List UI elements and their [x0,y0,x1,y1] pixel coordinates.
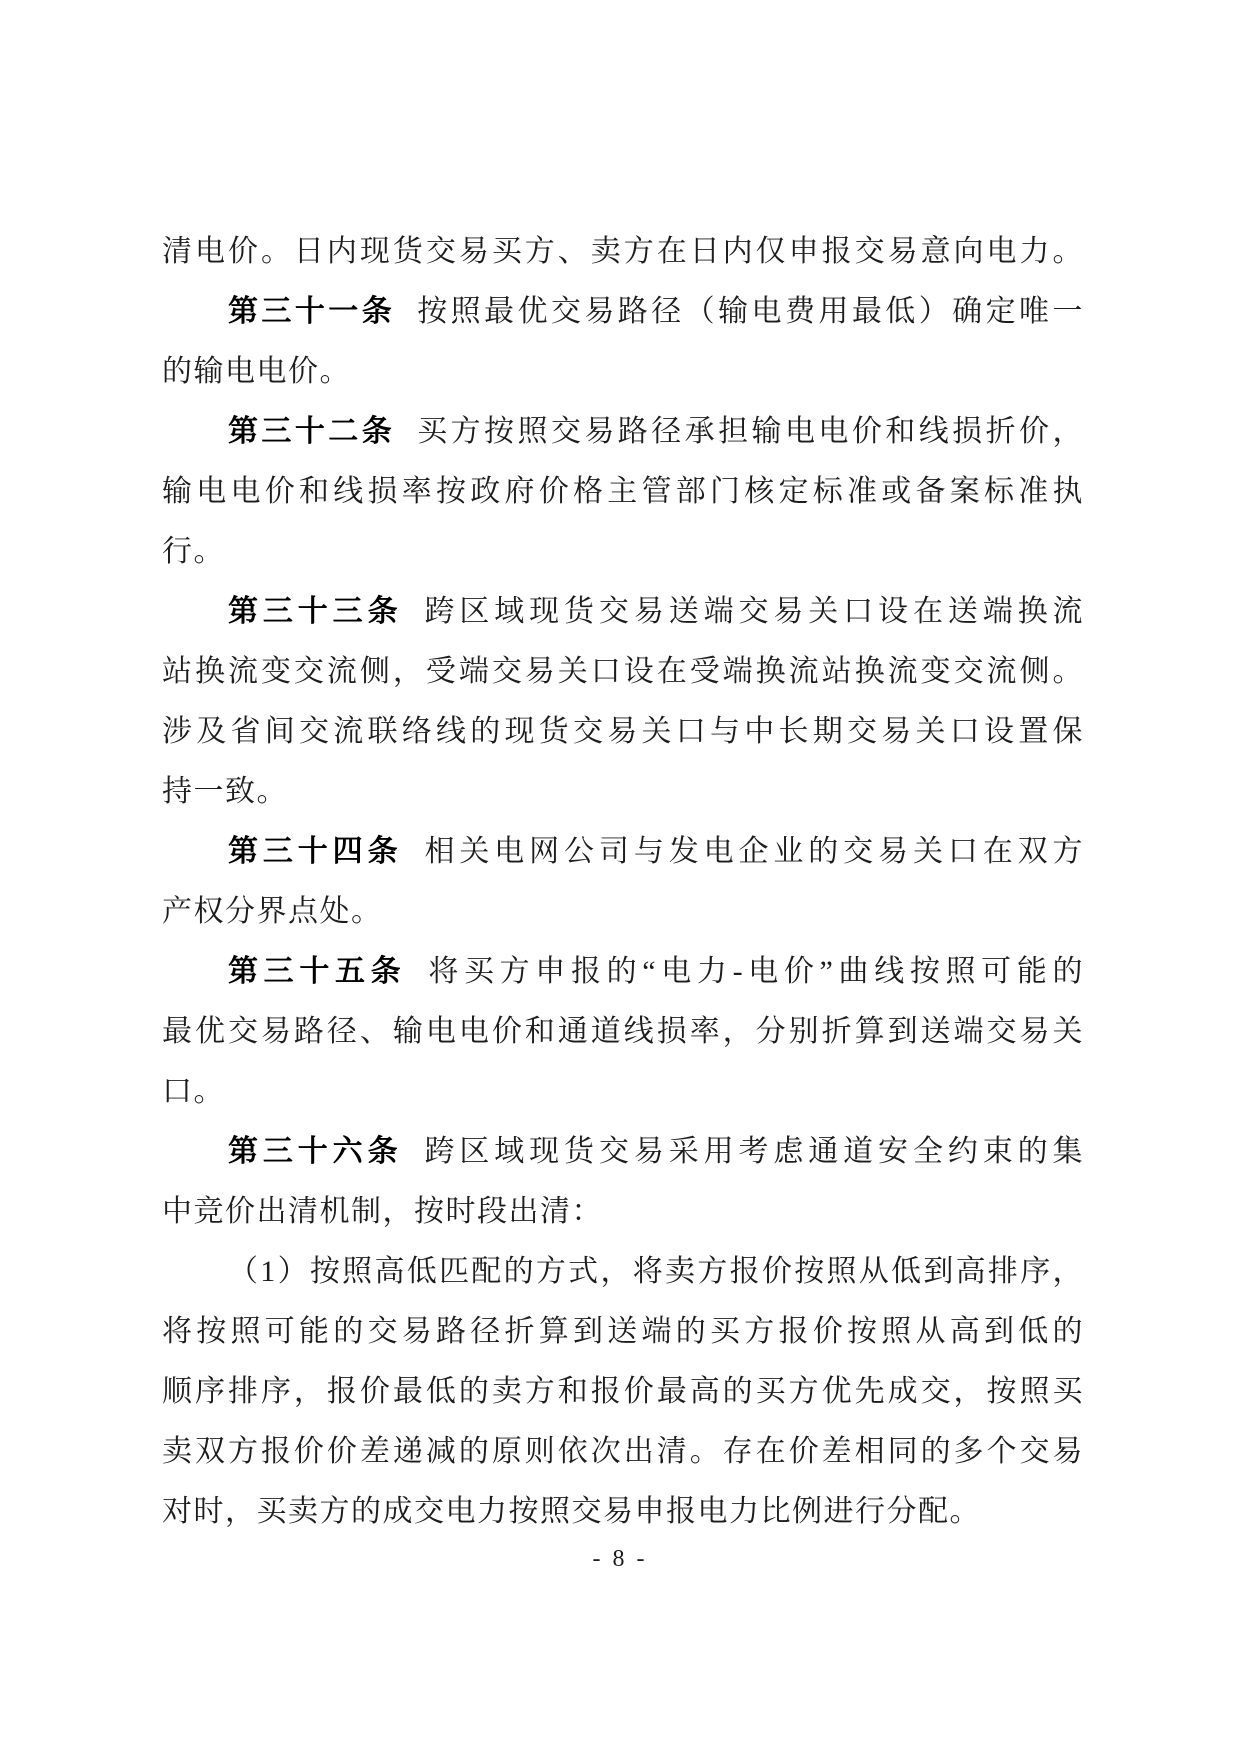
line-text: 相关电网公司与发电企业的交易关口在双方 [424,835,1085,868]
text-line: 中竞价出清机制，按时段出清： [162,1195,603,1228]
line-text: 将买方申报的“电力-电价”曲线按照可能的 [428,955,1085,988]
text-line: 将按照可能的交易路径折算到送端的买方报价按照从高到低的 [162,1315,1084,1348]
document-body [162,222,1084,1542]
text-line [162,822,1084,882]
text-line: 最优交易路径、输电电价和通道线损率，分别折算到送端交易关 [162,1015,1084,1048]
text-line: 清电价。日内现货交易买方、卖方在日内仅申报交易意向电力。 [162,235,1084,268]
text-line [162,942,1084,1002]
text-line: 行。 [162,535,225,568]
text-line: 产权分界点处。 [162,895,383,928]
text-line [162,582,1084,642]
article-number: 第三十五条 [228,955,407,988]
text-line [162,1122,1084,1182]
text-line: 卖双方报价价差递减的原则依次出清。存在价差相同的多个交易 [162,1435,1084,1468]
text-line: 口。 [162,1075,225,1108]
text-line: （1）按照高低匹配的方式，将卖方报价按照从低到高排序， [228,1255,1084,1288]
line-text: 跨区域现货交易采用考虑通道安全约束的集 [424,1135,1085,1168]
article-number: 第三十二条 [228,415,396,448]
article-number: 第三十六条 [228,1135,403,1168]
line-text: 跨区域现货交易送端交易关口设在送端换流 [424,595,1085,628]
text-line: 的输电电价。 [162,355,351,388]
text-line [162,282,1084,342]
text-line [162,402,1084,462]
text-line: 涉及省间交流联络线的现货交易关口与中长期交易关口设置保 [162,715,1084,748]
text-line: 持一致。 [162,775,288,808]
article-number: 第三十四条 [228,835,403,868]
text-line: 对时，买卖方的成交电力按照交易申报电力比例进行分配。 [162,1495,981,1528]
article-number: 第三十一条 [228,295,396,328]
article-number: 第三十三条 [228,595,403,628]
text-line: 站换流变交流侧，受端交易关口设在受端换流站换流变交流侧。 [162,655,1084,688]
text-line: 输电电价和线损率按政府价格主管部门核定标准或备案标准执 [162,475,1084,508]
line-text: 按照最优交易路径（输电费用最低）确定唯一 [417,295,1084,328]
page-number-footer: - 8 - [592,1546,648,1572]
line-text: 买方按照交易路径承担输电电价和线损折价， [417,415,1084,448]
text-line: 顺序排序，报价最低的卖方和报价最高的买方优先成交，按照买 [162,1375,1084,1408]
